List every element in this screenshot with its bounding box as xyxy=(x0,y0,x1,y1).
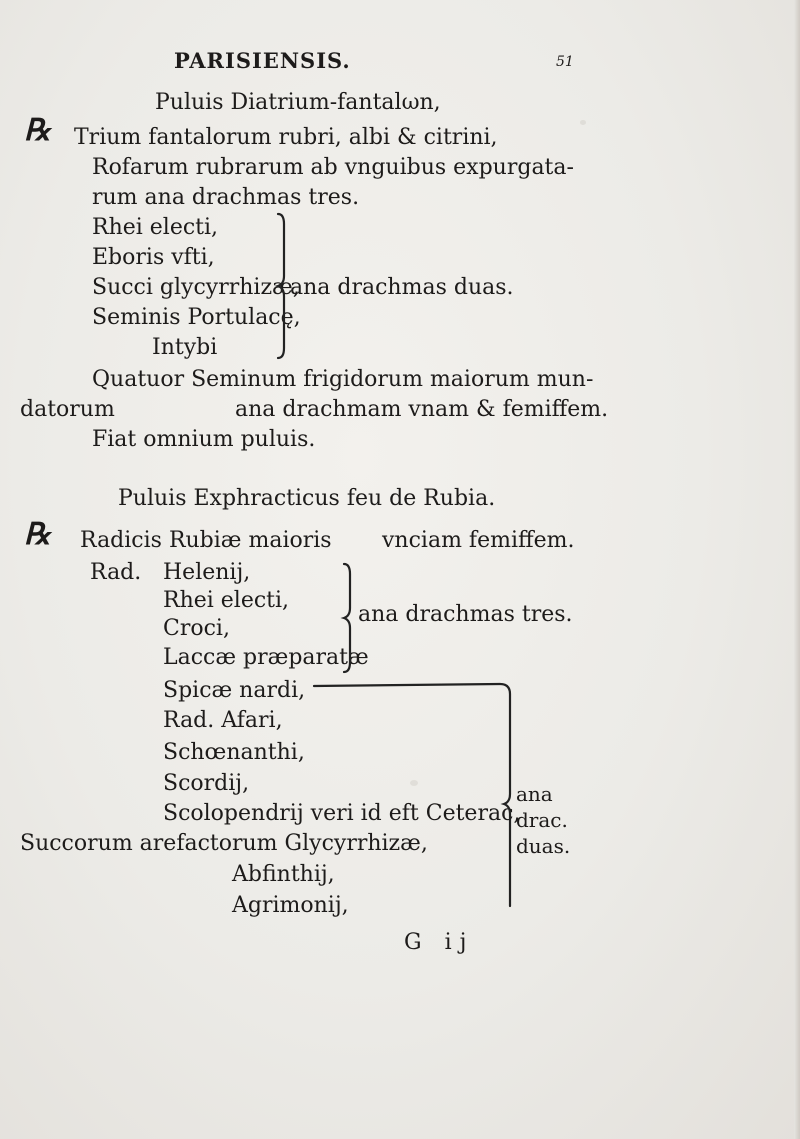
dose-text: ana drachmam vnam & femiffem. xyxy=(235,397,609,422)
signature-mark: G ij xyxy=(404,930,475,955)
ingredient-item: Scordij, xyxy=(163,771,250,796)
ingredient-line: datorum xyxy=(20,397,115,422)
rx-symbol: ℞ xyxy=(24,113,51,148)
dose-text: ana drachmas tres. xyxy=(358,602,573,627)
dose-text: drac. xyxy=(516,808,568,832)
page-number: 51 xyxy=(556,54,574,70)
page-edge xyxy=(794,0,800,1139)
ingredient-item: Schœnanthi, xyxy=(163,740,305,765)
rx-symbol: ℞ xyxy=(24,517,51,552)
recipe-title: Puluis Diatrium-fantalωn, xyxy=(155,90,441,115)
dose-text: vnciam femiffem. xyxy=(382,528,575,553)
ingredient-item: Succorum arefactorum Glycyrrhizæ, xyxy=(20,831,428,856)
dose-text: ana xyxy=(516,782,553,806)
running-head: PARISIENSIS. xyxy=(174,48,351,73)
ingredient-item: Agrimonij, xyxy=(232,893,349,918)
curly-brace xyxy=(276,212,290,360)
dose-text: ana drachmas duas. xyxy=(290,275,514,300)
ingredient-item: Rad. Afari, xyxy=(163,708,283,733)
ingredient-line: Trium fantalorum rubri, albi & citrini, xyxy=(74,125,498,150)
ingredient-line: Quatuor Seminum frigidorum maiorum mun- xyxy=(92,367,594,392)
ingredient-item: Rhei electi, xyxy=(92,215,219,240)
ingredient-item: Scolopendrij veri id eft Ceterac, xyxy=(163,801,521,826)
ingredient-line: Radicis Rubiæ maioris xyxy=(80,528,332,553)
ingredient-item: Croci, xyxy=(163,616,230,641)
dose-text: duas. xyxy=(516,834,571,858)
ingredient-item: Laccæ præparatæ xyxy=(163,645,369,670)
ingredient-item: Helenij, xyxy=(163,560,251,585)
curly-brace xyxy=(342,562,356,674)
ingredient-item: Spicæ nardi, xyxy=(163,678,306,703)
ingredient-item: Rhei electi, xyxy=(163,588,290,613)
ingredient-item: Abfinthij, xyxy=(232,862,335,887)
ingredient-item: Intybi xyxy=(152,335,218,360)
instruction-line: Fiat omnium puluis. xyxy=(92,427,316,452)
recipe-title: Puluis Exphracticus feu de Rubia. xyxy=(118,486,496,511)
paper-speck xyxy=(580,120,586,125)
ingredient-prefix: Rad. xyxy=(90,560,142,585)
ingredient-item: Eboris vfti, xyxy=(92,245,215,270)
ingredient-line: rum ana drachmas tres. xyxy=(92,185,360,210)
ingredient-item: Succi glycyrrhizæ, xyxy=(92,275,300,300)
ingredient-line: Rofarum rubrarum ab vnguibus expurgata- xyxy=(92,155,574,180)
curly-brace xyxy=(312,676,522,916)
ingredient-item: Seminis Portulacę, xyxy=(92,305,301,330)
